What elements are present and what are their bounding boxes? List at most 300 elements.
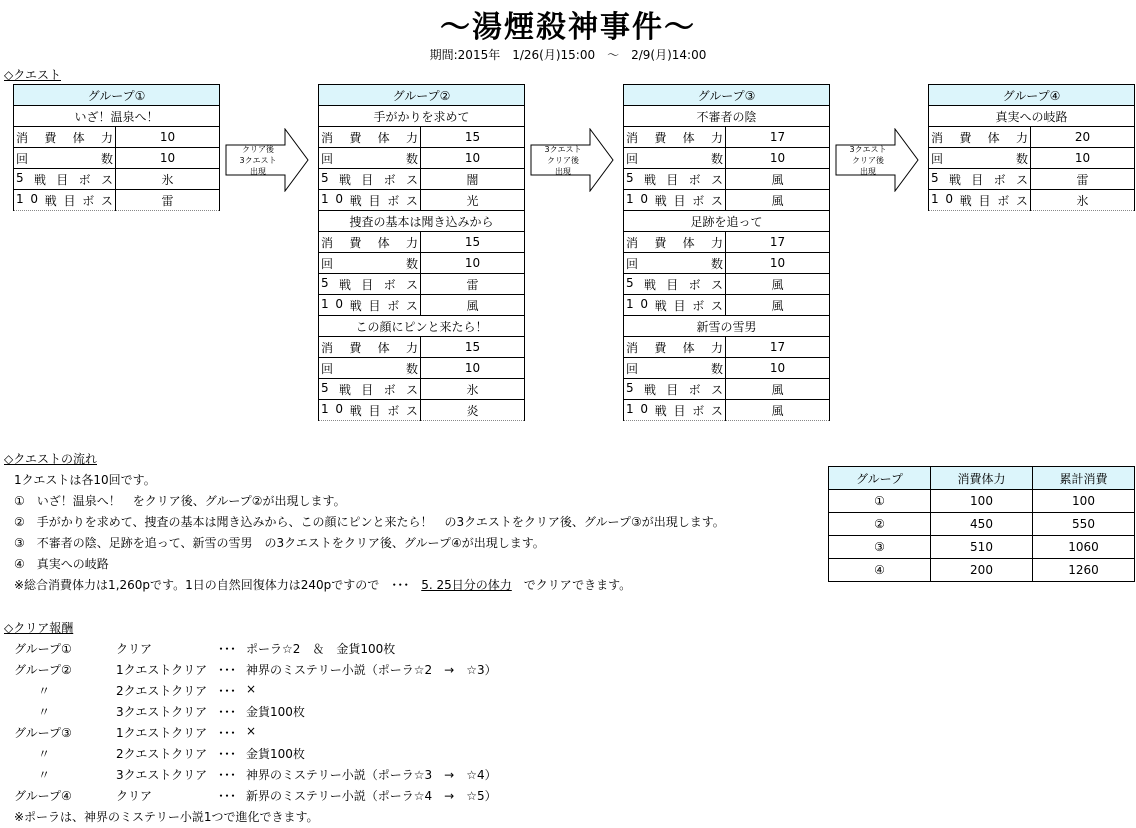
row-label-char: 回 — [321, 151, 334, 166]
summary-cell: 550 — [1033, 513, 1135, 536]
table-row — [829, 513, 1135, 536]
row-label-char: 費 — [349, 130, 362, 145]
table-row — [624, 379, 830, 400]
row-label-char: 0 — [335, 401, 343, 416]
row-label-boss10 — [624, 295, 726, 316]
row-label-char: 0 — [335, 191, 343, 206]
quest-value-boss5: 雷 — [421, 274, 525, 295]
row-label-char: 目 — [361, 382, 374, 397]
row-label-char: 体 — [987, 130, 1000, 145]
row-label-char: 1 — [321, 296, 329, 311]
quest-title: 不審者の陰 — [624, 106, 830, 127]
row-label-stamina — [624, 127, 726, 148]
row-label-char: 目 — [666, 172, 679, 187]
row-label-char: 消 — [16, 130, 29, 145]
arrow-caption-line: クリア後 — [852, 156, 884, 165]
row-label-char: ボ — [78, 172, 91, 187]
row-label-char: 0 — [335, 296, 343, 311]
flow-line: 1クエストは各10回です。 — [14, 473, 156, 487]
reward-group: 〃 — [38, 684, 51, 698]
arrow-caption-line: 出現 — [250, 167, 266, 176]
row-label-char: 戦 — [338, 277, 351, 292]
row-label-char: 戦 — [959, 193, 972, 208]
summary-cell: 100 — [1033, 490, 1135, 513]
reward-separator: ･･･ — [218, 726, 237, 740]
row-label-boss10 — [319, 295, 421, 316]
quest-value-boss10: 風 — [726, 295, 830, 316]
quest-value-boss10: 風 — [421, 295, 525, 316]
summary-cell: ② — [829, 513, 931, 536]
quest-group-table — [318, 84, 525, 421]
summary-header: グループ — [829, 467, 931, 490]
row-label-char: 体 — [377, 340, 390, 355]
flow-line: ③ 不審者の陰、足跡を追って、新雪の雪男 の3クエストをクリア後、グループ④が出現します。 — [14, 536, 545, 550]
row-label-stamina — [624, 232, 726, 253]
table-row — [319, 232, 525, 253]
quest-value-boss10: 雷 — [116, 190, 220, 211]
table-row — [319, 127, 525, 148]
reward-condition: 2クエストクリア — [116, 684, 208, 698]
row-label-char: 力 — [710, 130, 723, 145]
table-row — [624, 169, 830, 190]
row-label-char: 回 — [931, 151, 944, 166]
row-label-char: ス — [405, 172, 418, 187]
row-label-char: 0 — [640, 296, 648, 311]
quest-value-boss5: 風 — [726, 274, 830, 295]
row-label-char: 回 — [626, 151, 639, 166]
row-label-stamina — [319, 337, 421, 358]
table-row — [624, 295, 830, 316]
row-label-char: ス — [710, 193, 723, 208]
row-label-char: 目 — [361, 172, 374, 187]
row-label-char: 5 — [626, 380, 634, 395]
unlock-arrow — [530, 128, 614, 192]
row-label-char: 5 — [626, 275, 634, 290]
row-label-char: 目 — [368, 298, 381, 313]
row-label-char: ボ — [688, 382, 701, 397]
row-label-char: ボ — [387, 403, 400, 418]
table-row — [319, 400, 525, 421]
row-label-char: 目 — [368, 403, 381, 418]
row-label-char: ボ — [387, 193, 400, 208]
row-label-stamina — [319, 127, 421, 148]
arrow-caption-line: 3クエスト — [849, 145, 887, 154]
row-label-char: 戦 — [349, 403, 362, 418]
row-label-char: ス — [1015, 193, 1028, 208]
row-label-char: 戦 — [44, 193, 57, 208]
row-label-boss5 — [319, 274, 421, 295]
row-label-char: ボ — [383, 172, 396, 187]
quest-value-stamina: 15 — [421, 337, 525, 358]
row-label-char: 体 — [377, 130, 390, 145]
row-label-count — [319, 358, 421, 379]
table-row — [624, 190, 830, 211]
row-label-char: 消 — [321, 130, 334, 145]
row-label-char: 目 — [971, 172, 984, 187]
table-row — [624, 232, 830, 253]
quest-value-boss10: 風 — [726, 190, 830, 211]
flow-line: ① いざ！温泉へ！ をクリア後、グループ②が出現します。 — [14, 494, 346, 508]
quest-title: この顔にピンと来たら！ — [319, 316, 525, 337]
unlock-arrow — [225, 128, 309, 192]
reward-item: × — [246, 682, 257, 696]
summary-cell: 1260 — [1033, 559, 1135, 582]
row-label-char: 体 — [377, 235, 390, 250]
quest-value-count: 10 — [421, 253, 525, 274]
row-label-char: 1 — [931, 191, 939, 206]
row-label-char: ボ — [688, 277, 701, 292]
arrow-caption-line: 出現 — [860, 167, 876, 176]
quest-group-table — [623, 84, 830, 421]
row-label-char: 体 — [682, 235, 695, 250]
reward-group: 〃 — [38, 747, 51, 761]
flow-section-label: ◇クエストの流れ — [4, 452, 97, 466]
reward-group: 〃 — [38, 768, 51, 782]
quest-value-stamina: 15 — [421, 127, 525, 148]
row-label-char: ス — [100, 193, 113, 208]
quest-title: 手がかりを求めて — [319, 106, 525, 127]
reward-group: グループ④ — [14, 789, 72, 803]
table-row — [319, 148, 525, 169]
row-label-char: 消 — [321, 340, 334, 355]
summary-cell: ④ — [829, 559, 931, 582]
row-label-char: 費 — [959, 130, 972, 145]
reward-item: 金貨100枚 — [246, 705, 305, 719]
table-row — [624, 127, 830, 148]
reward-separator: ･･･ — [218, 705, 237, 719]
row-label-char: 戦 — [654, 298, 667, 313]
row-label-char: 0 — [945, 191, 953, 206]
row-label-boss5 — [624, 379, 726, 400]
row-label-char: ス — [405, 277, 418, 292]
summary-cell: 100 — [931, 490, 1033, 513]
row-label-boss10 — [14, 190, 116, 211]
row-label-char: ボ — [997, 193, 1010, 208]
reward-separator: ･･･ — [218, 747, 237, 761]
reward-condition: 2クエストクリア — [116, 747, 208, 761]
row-label-char: 数 — [405, 256, 418, 271]
row-label-stamina — [624, 337, 726, 358]
row-label-char: 1 — [626, 296, 634, 311]
row-label-stamina — [319, 232, 421, 253]
summary-cell: 450 — [931, 513, 1033, 536]
row-label-char: 数 — [710, 256, 723, 271]
group-header: グループ④ — [929, 85, 1135, 106]
arrow-caption — [837, 144, 899, 177]
table-row — [319, 337, 525, 358]
row-label-count — [929, 148, 1031, 169]
row-label-char: 回 — [321, 256, 334, 271]
table-row — [929, 127, 1135, 148]
row-label-char: ボ — [82, 193, 95, 208]
table-row — [14, 169, 220, 190]
row-label-char: 5 — [626, 170, 634, 185]
row-label-count — [319, 148, 421, 169]
row-label-char: 目 — [673, 403, 686, 418]
row-label-char: ス — [710, 403, 723, 418]
row-label-char: 回 — [626, 361, 639, 376]
rewards-note: ※ポーラは、神界のミステリー小説1つで進化できます。 — [14, 810, 319, 824]
reward-group: グループ① — [14, 642, 72, 656]
quest-value-boss5: 風 — [726, 379, 830, 400]
reward-condition: 1クエストクリア — [116, 726, 208, 740]
row-label-char: ス — [405, 403, 418, 418]
row-label-boss5 — [319, 169, 421, 190]
row-label-char: 力 — [710, 235, 723, 250]
quest-group-table — [13, 84, 220, 211]
group-header: グループ① — [14, 85, 220, 106]
arrow-caption-line: クリア後 — [242, 145, 274, 154]
quest-title: 足跡を追って — [624, 211, 830, 232]
quest-value-boss10: 風 — [726, 400, 830, 421]
flow-line: ② 手がかりを求めて、捜査の基本は聞き込みから、この顔にピンと来たら！ の3クエストをクリア後、グループ③が出現します。 — [14, 515, 725, 529]
row-label-char: 体 — [72, 130, 85, 145]
quest-value-stamina: 17 — [726, 232, 830, 253]
quest-title: いざ！温泉へ！ — [14, 106, 220, 127]
quest-value-boss10: 炎 — [421, 400, 525, 421]
reward-group: 〃 — [38, 705, 51, 719]
stamina-note — [14, 576, 631, 593]
row-label-char: ス — [100, 172, 113, 187]
reward-item: 金貨100枚 — [246, 747, 305, 761]
row-label-char: 5 — [321, 275, 329, 290]
quest-value-boss10: 氷 — [1031, 190, 1135, 211]
row-label-char: 戦 — [654, 193, 667, 208]
arrow-caption-line: 3クエスト — [544, 145, 582, 154]
row-label-char: 数 — [405, 151, 418, 166]
row-label-boss10 — [929, 190, 1031, 211]
row-label-char: ボ — [387, 298, 400, 313]
summary-header: 消費体力 — [931, 467, 1033, 490]
quest-value-stamina: 10 — [116, 127, 220, 148]
row-label-char: 戦 — [643, 172, 656, 187]
row-label-char: ボ — [993, 172, 1006, 187]
row-label-char: 5 — [931, 170, 939, 185]
quest-value-stamina: 20 — [1031, 127, 1135, 148]
row-label-char: 費 — [654, 340, 667, 355]
summary-cell: ③ — [829, 536, 931, 559]
row-label-char: 戦 — [338, 172, 351, 187]
row-label-char: 消 — [321, 235, 334, 250]
reward-separator: ･･･ — [218, 663, 237, 677]
row-label-char: 回 — [16, 151, 29, 166]
row-label-char: 数 — [710, 361, 723, 376]
row-label-char: 目 — [361, 277, 374, 292]
row-label-char: 目 — [56, 172, 69, 187]
quest-value-count: 10 — [726, 358, 830, 379]
flow-line: ④ 真実への岐路 — [14, 557, 109, 571]
row-label-char: 消 — [626, 130, 639, 145]
quest-value-count: 10 — [726, 148, 830, 169]
quest-value-boss10: 光 — [421, 190, 525, 211]
stamina-note-text: ※総合消費体力は1,260pです。1日の自然回復体力は240pですので ･･･ — [14, 578, 422, 592]
table-row — [319, 274, 525, 295]
group-header: グループ③ — [624, 85, 830, 106]
table-row — [829, 559, 1135, 582]
quest-value-count: 10 — [1031, 148, 1135, 169]
row-label-stamina — [14, 127, 116, 148]
row-label-char: 体 — [682, 340, 695, 355]
row-label-char: ス — [405, 193, 418, 208]
summary-cell: 1060 — [1033, 536, 1135, 559]
quest-value-boss5: 闇 — [421, 169, 525, 190]
row-label-char: 力 — [1015, 130, 1028, 145]
row-label-boss5 — [319, 379, 421, 400]
row-label-char: 費 — [654, 235, 667, 250]
unlock-arrow — [835, 128, 919, 192]
table-row — [829, 536, 1135, 559]
table-row — [829, 490, 1135, 513]
summary-cell: 510 — [931, 536, 1033, 559]
quest-value-count: 10 — [726, 253, 830, 274]
row-label-boss5 — [14, 169, 116, 190]
row-label-char: 消 — [626, 235, 639, 250]
row-label-char: 戦 — [643, 382, 656, 397]
quest-value-boss5: 氷 — [116, 169, 220, 190]
quest-value-stamina: 17 — [726, 127, 830, 148]
row-label-char: 費 — [349, 340, 362, 355]
row-label-char: 費 — [654, 130, 667, 145]
row-label-char: ボ — [383, 382, 396, 397]
table-row — [929, 169, 1135, 190]
row-label-char: 力 — [100, 130, 113, 145]
arrow-caption-line: 出現 — [555, 167, 571, 176]
row-label-count — [14, 148, 116, 169]
row-label-char: 0 — [640, 191, 648, 206]
row-label-boss10 — [624, 400, 726, 421]
quest-value-stamina: 15 — [421, 232, 525, 253]
row-label-char: 5 — [321, 380, 329, 395]
stamina-summary-table — [828, 466, 1135, 582]
table-row — [624, 400, 830, 421]
reward-separator: ･･･ — [218, 768, 237, 782]
row-label-char: 体 — [682, 130, 695, 145]
row-label-char: 目 — [978, 193, 991, 208]
row-label-char: 戦 — [349, 298, 362, 313]
quest-title: 真実への岐路 — [929, 106, 1135, 127]
quest-section-label: ◇クエスト — [4, 68, 61, 82]
event-period: 期間:2015年 1/26(月)15:00 ～ 2/9(月)14:00 — [429, 48, 707, 62]
row-label-char: ス — [710, 298, 723, 313]
row-label-char: ボ — [692, 298, 705, 313]
reward-condition: クリア — [116, 642, 153, 656]
row-label-char: 回 — [626, 256, 639, 271]
row-label-char: 戦 — [33, 172, 46, 187]
table-row — [14, 148, 220, 169]
row-label-char: ボ — [692, 403, 705, 418]
quest-title: 捜査の基本は聞き込みから — [319, 211, 525, 232]
row-label-char: 力 — [710, 340, 723, 355]
row-label-char: ス — [1015, 172, 1028, 187]
row-label-char: 5 — [16, 170, 24, 185]
quest-value-count: 10 — [116, 148, 220, 169]
reward-separator: ･･･ — [218, 684, 237, 698]
row-label-char: 消 — [626, 340, 639, 355]
table-row — [319, 169, 525, 190]
reward-group: グループ② — [14, 663, 72, 677]
row-label-char: 目 — [666, 277, 679, 292]
row-label-char: 回 — [321, 361, 334, 376]
row-label-char: ボ — [692, 193, 705, 208]
group-header: グループ② — [319, 85, 525, 106]
table-row — [624, 148, 830, 169]
row-label-char: 目 — [368, 193, 381, 208]
quest-value-count: 10 — [421, 358, 525, 379]
row-label-char: 1 — [321, 191, 329, 206]
table-row — [929, 190, 1135, 211]
quest-value-stamina: 17 — [726, 337, 830, 358]
reward-separator: ･･･ — [218, 642, 237, 656]
table-row — [14, 190, 220, 211]
table-row — [319, 253, 525, 274]
row-label-char: 0 — [640, 401, 648, 416]
row-label-char: 5 — [321, 170, 329, 185]
rewards-section-label: ◇クリア報酬 — [4, 621, 74, 635]
row-label-char: ス — [405, 298, 418, 313]
row-label-char: 戦 — [948, 172, 961, 187]
row-label-char: ボ — [688, 172, 701, 187]
row-label-boss10 — [624, 190, 726, 211]
row-label-char: ス — [710, 172, 723, 187]
row-label-char: 目 — [673, 298, 686, 313]
table-row — [319, 358, 525, 379]
stamina-note-days: 5. 25日分の体力 — [421, 578, 512, 592]
table-row — [624, 253, 830, 274]
row-label-char: 数 — [1015, 151, 1028, 166]
quest-value-boss5: 雷 — [1031, 169, 1135, 190]
reward-item: × — [246, 724, 257, 738]
quest-title: 新雪の雪男 — [624, 316, 830, 337]
row-label-count — [319, 253, 421, 274]
summary-header: 累計消費 — [1033, 467, 1135, 490]
row-label-char: 戦 — [654, 403, 667, 418]
arrow-caption — [532, 144, 594, 177]
reward-item: 新界のミステリー小説（ポーラ☆4 → ☆5） — [246, 789, 497, 803]
row-label-char: 目 — [673, 193, 686, 208]
table-row — [319, 190, 525, 211]
row-label-boss10 — [319, 190, 421, 211]
row-label-char: ス — [710, 382, 723, 397]
row-label-boss10 — [319, 400, 421, 421]
row-label-boss5 — [624, 169, 726, 190]
row-label-char: 1 — [16, 191, 24, 206]
row-label-char: 戦 — [643, 277, 656, 292]
table-row — [929, 148, 1135, 169]
table-row — [14, 127, 220, 148]
row-label-char: 戦 — [349, 193, 362, 208]
reward-condition: 3クエストクリア — [116, 705, 208, 719]
reward-separator: ･･･ — [218, 789, 237, 803]
reward-condition: 3クエストクリア — [116, 768, 208, 782]
row-label-boss5 — [929, 169, 1031, 190]
reward-condition: クリア — [116, 789, 153, 803]
row-label-char: ス — [405, 382, 418, 397]
row-label-char: ボ — [383, 277, 396, 292]
row-label-boss5 — [624, 274, 726, 295]
row-label-char: 1 — [321, 401, 329, 416]
table-row — [624, 274, 830, 295]
row-label-char: 力 — [405, 340, 418, 355]
row-label-count — [624, 358, 726, 379]
row-label-char: 0 — [30, 191, 38, 206]
reward-item: 神界のミステリー小説（ポーラ☆2 → ☆3） — [246, 663, 497, 677]
table-row — [319, 379, 525, 400]
row-label-char: 費 — [44, 130, 57, 145]
row-label-count — [624, 253, 726, 274]
row-label-char: 消 — [931, 130, 944, 145]
summary-cell: 200 — [931, 559, 1033, 582]
reward-group: グループ③ — [14, 726, 72, 740]
